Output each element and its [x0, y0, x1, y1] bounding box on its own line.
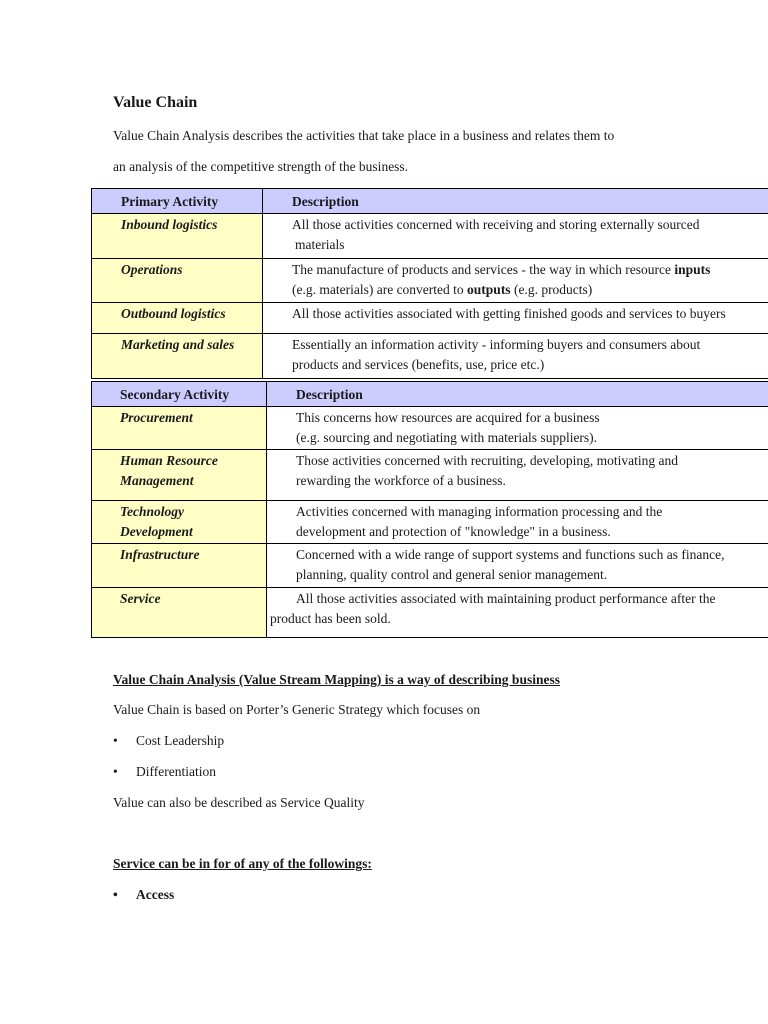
table-row — [92, 407, 768, 450]
intro-line-2: an analysis of the competitive strength of the business. — [113, 159, 409, 174]
activity-cell: Operations — [92, 259, 263, 303]
table-row — [92, 334, 768, 379]
section-heading-service: Service can be in for of any of the followings: — [113, 856, 372, 871]
description-cell: All those activities concerned with receiving and storing externally sourced materials — [263, 214, 768, 259]
table-row — [92, 588, 768, 638]
paragraph-service-quality: Value can also be described as Service Quality — [113, 795, 365, 810]
list-item: • Cost Leadership — [113, 733, 225, 748]
activity-cell: Infrastructure — [92, 544, 267, 588]
activity-cell: Procurement — [92, 407, 267, 450]
bullet-icon: • — [113, 733, 118, 748]
description-cell: Those activities concerned with recruiting, developing, motivating and rewarding the workforce of a business. — [267, 450, 768, 501]
table-row — [92, 501, 768, 544]
table-header-row — [92, 189, 768, 214]
list-item: • Differentiation — [113, 764, 216, 779]
paragraph-porter: Value Chain is based on Porter’s Generic Strategy which focuses on — [113, 702, 481, 717]
activity-cell: Marketing and sales — [92, 334, 263, 379]
description-cell: All those activities associated with getting finished goods and services to buyers — [263, 303, 768, 334]
table-row — [92, 214, 768, 259]
table-row — [92, 303, 768, 334]
secondary-activity-table — [91, 381, 768, 638]
bullet-icon: • — [113, 887, 118, 902]
table-row — [92, 544, 768, 588]
header-secondary-activity: Secondary Activity — [92, 382, 267, 407]
header-description: Description — [263, 189, 768, 214]
bullet-icon: • — [113, 764, 118, 779]
description-cell: Activities concerned with managing information processing and the development and protection of "knowledge" in a business. — [267, 501, 768, 544]
header-primary-activity: Primary Activity — [92, 189, 263, 214]
description-cell: This concerns how resources are acquired for a business (e.g. sourcing and negotiating with materials suppliers). — [267, 407, 768, 450]
primary-activity-table — [91, 188, 768, 379]
description-cell: All those activities associated with maintaining product performance after the product has been sold. — [267, 588, 768, 638]
description-cell: Concerned with a wide range of support systems and functions such as finance, planning, quality control and general senior management. — [267, 544, 768, 588]
table-row — [92, 259, 768, 303]
activity-cell: Outbound logistics — [92, 303, 263, 334]
table-row — [92, 450, 768, 501]
description-cell: The manufacture of products and services - the way in which resource inputs (e.g. materials) are converted to outputs (e.g. products) — [263, 259, 768, 303]
section-heading-value-stream: Value Chain Analysis (Value Stream Mapping) is a way of describing business — [113, 672, 560, 687]
description-cell: Essentially an information activity - informing buyers and consumers about products and services (benefits, use, price etc.) — [263, 334, 768, 379]
intro-line-1: Value Chain Analysis describes the activities that take place in a business and relates them to — [113, 128, 615, 143]
activity-cell: Inbound logistics — [92, 214, 263, 259]
activity-cell: Technology Development — [92, 501, 267, 544]
document-title: Value Chain — [113, 94, 198, 111]
table-header-row — [92, 382, 768, 407]
header-description: Description — [267, 382, 768, 407]
activity-cell: Service — [92, 588, 267, 638]
activity-cell: Human Resource Management — [92, 450, 267, 501]
list-item: • Access — [113, 887, 175, 902]
